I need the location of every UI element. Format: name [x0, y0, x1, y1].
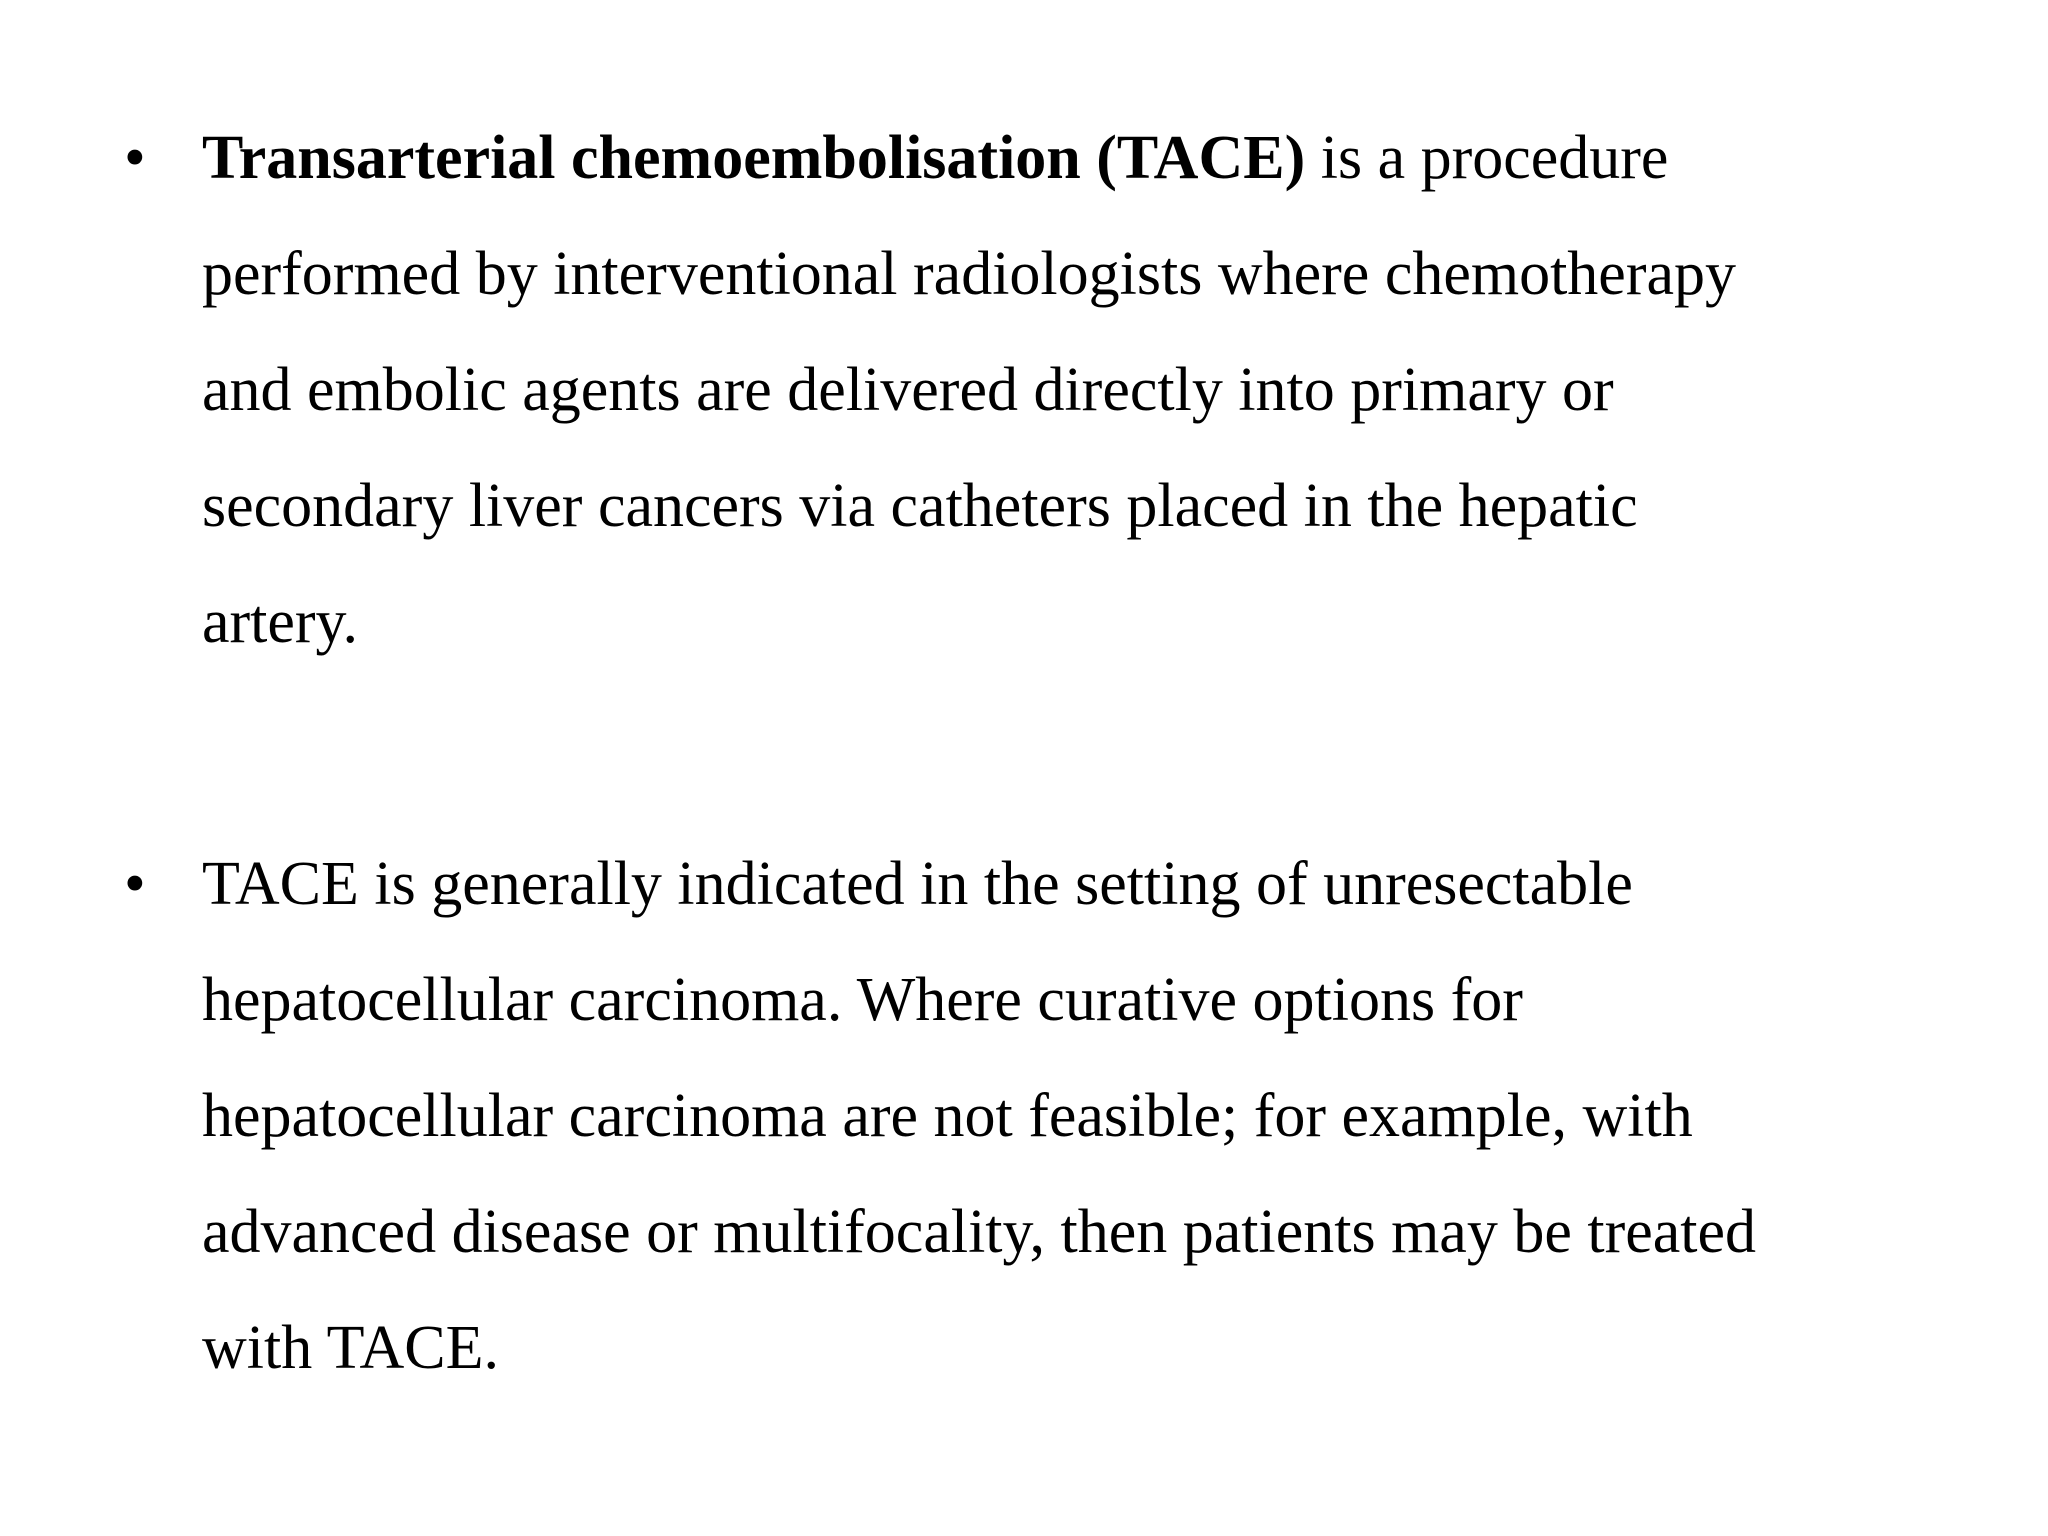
- text-fragment: is a procedure: [1305, 124, 1669, 192]
- text-line: artery.: [202, 588, 359, 656]
- text-line: with TACE.: [202, 1314, 500, 1382]
- text-line: TACE is generally indicated in the setting of unresectable: [202, 850, 1633, 918]
- text-line: hepatocellular carcinoma. Where curative options for: [202, 966, 1523, 1034]
- bullet-marker: •: [124, 124, 146, 192]
- bold-term: Transarterial chemoembolisation (TACE): [202, 124, 1306, 192]
- text-line: and embolic agents are delivered directly into primary or: [202, 356, 1614, 424]
- bullet-marker: •: [124, 850, 146, 918]
- text-line: hepatocellular carcinoma are not feasible; for example, with: [202, 1082, 1693, 1150]
- text-line: secondary liver cancers via catheters placed in the hepatic: [202, 472, 1638, 540]
- bullet-text: [202, 826, 1962, 1406]
- text-line: performed by interventional radiologists where chemotherapy: [202, 240, 1736, 308]
- bullet-text: [202, 100, 1962, 680]
- text-line: advanced disease or multifocality, then patients may be treated: [202, 1198, 1756, 1266]
- text-line: [202, 100, 1962, 216]
